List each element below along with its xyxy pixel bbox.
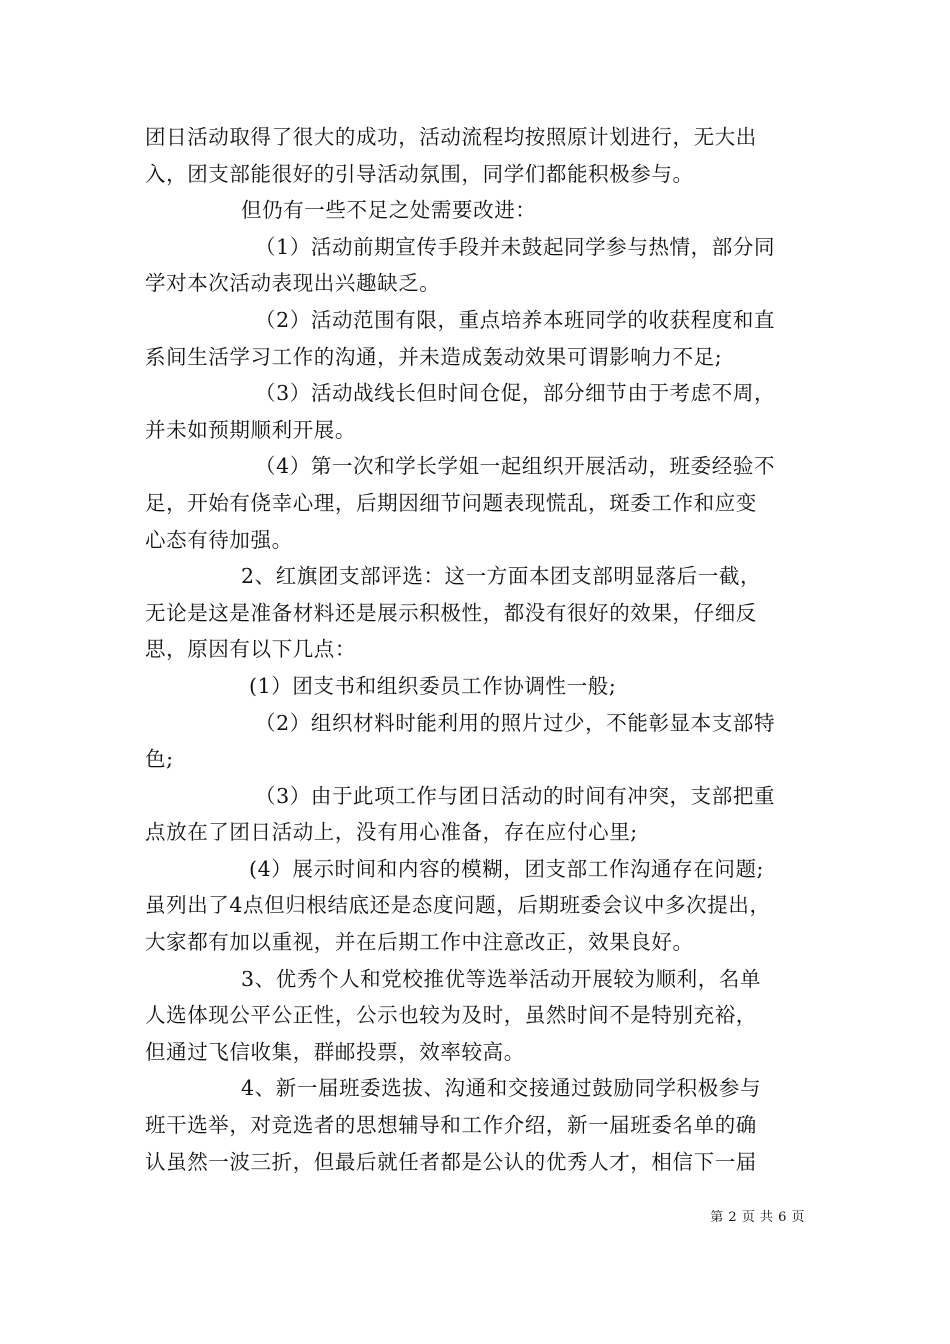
text-line: （4）第一次和学长学姐一起组织开展活动，班委经验不: [255, 454, 776, 479]
text-line: 2、红旗团支部评选：这一方面本团支部明显落后一截，: [241, 564, 762, 589]
text-line: 心态有待加强。: [145, 527, 293, 552]
text-line: （2）组织材料时能利用的照片过少，不能彰显本支部特: [255, 710, 776, 735]
text-line: 足，开始有侥幸心理，后期因细节问题表现慌乱，斑委工作和应变: [145, 490, 757, 515]
text-line: 但仍有一些不足之处需要改进：: [241, 198, 537, 223]
text-line: 班干选举，对竞选者的思想辅导和工作介绍，新一届班委名单的确: [145, 1113, 757, 1138]
text-line: 3、优秀个人和党校推优等选举活动开展较为顺利，名单: [241, 966, 762, 991]
text-line: （2）活动范围有限，重点培养本班同学的收获程度和直: [255, 307, 776, 332]
text-line: 系间生活学习工作的沟通，并未造成轰动效果可谓影响力不足;: [145, 344, 723, 369]
text-line: (1）团支书和组织委员工作协调性一般;: [249, 673, 617, 698]
text-line: （3）由于此项工作与团日活动的时间有冲突，支部把重: [255, 783, 776, 808]
text-line: (4）展示时间和内容的模糊，团支部工作沟通存在问题;: [249, 856, 765, 881]
text-line: 人选体现公平公正性，公示也较为及时，虽然时间不是特别充裕，: [145, 1003, 757, 1028]
document-body: [145, 119, 815, 1180]
text-line: 大家都有加以重视，并在后期工作中注意改正，效果良好。: [145, 930, 694, 955]
text-line: 虽列出了4点但归根结底还是态度问题，后期班委会议中多次提出，: [145, 893, 771, 918]
text-line: 团日活动取得了很大的成功，活动流程均按照原计划进行，无大出: [145, 125, 757, 149]
text-line: 4、新一届班委选拔、沟通和交接通过鼓励同学积极参与: [241, 1076, 762, 1101]
text-line: 点放在了团日活动上，没有用心准备，存在应付心里;: [145, 820, 638, 845]
text-line: 入，团支部能很好的引导活动氛围，同学们都能积极参与。: [145, 161, 694, 186]
text-line: 认虽然一波三折，但最后就任者都是公认的优秀人才，相信下一届: [145, 1149, 757, 1174]
text-line: 学对本次活动表现出兴趣缺乏。: [145, 271, 441, 296]
text-line: 思，原因有以下几点：: [145, 637, 356, 662]
text-line: 无论是这是准备材料还是展示积极性，都没有很好的效果，仔细反: [145, 600, 757, 625]
text-line: 色;: [145, 747, 174, 772]
text-line: （3）活动战线长但时间仓促，部分细节由于考虑不周，: [255, 381, 776, 406]
text-line: 但通过飞信收集，群邮投票，效率较高。: [145, 1039, 525, 1064]
page-number-label: 第 2 页 共 6 页: [710, 1210, 805, 1225]
page-footer: [0, 1206, 805, 1225]
text-line: （1）活动前期宣传手段并未鼓起同学参与热情，部分同: [255, 234, 776, 259]
text-line: 并未如预期顺利开展。: [145, 417, 356, 442]
